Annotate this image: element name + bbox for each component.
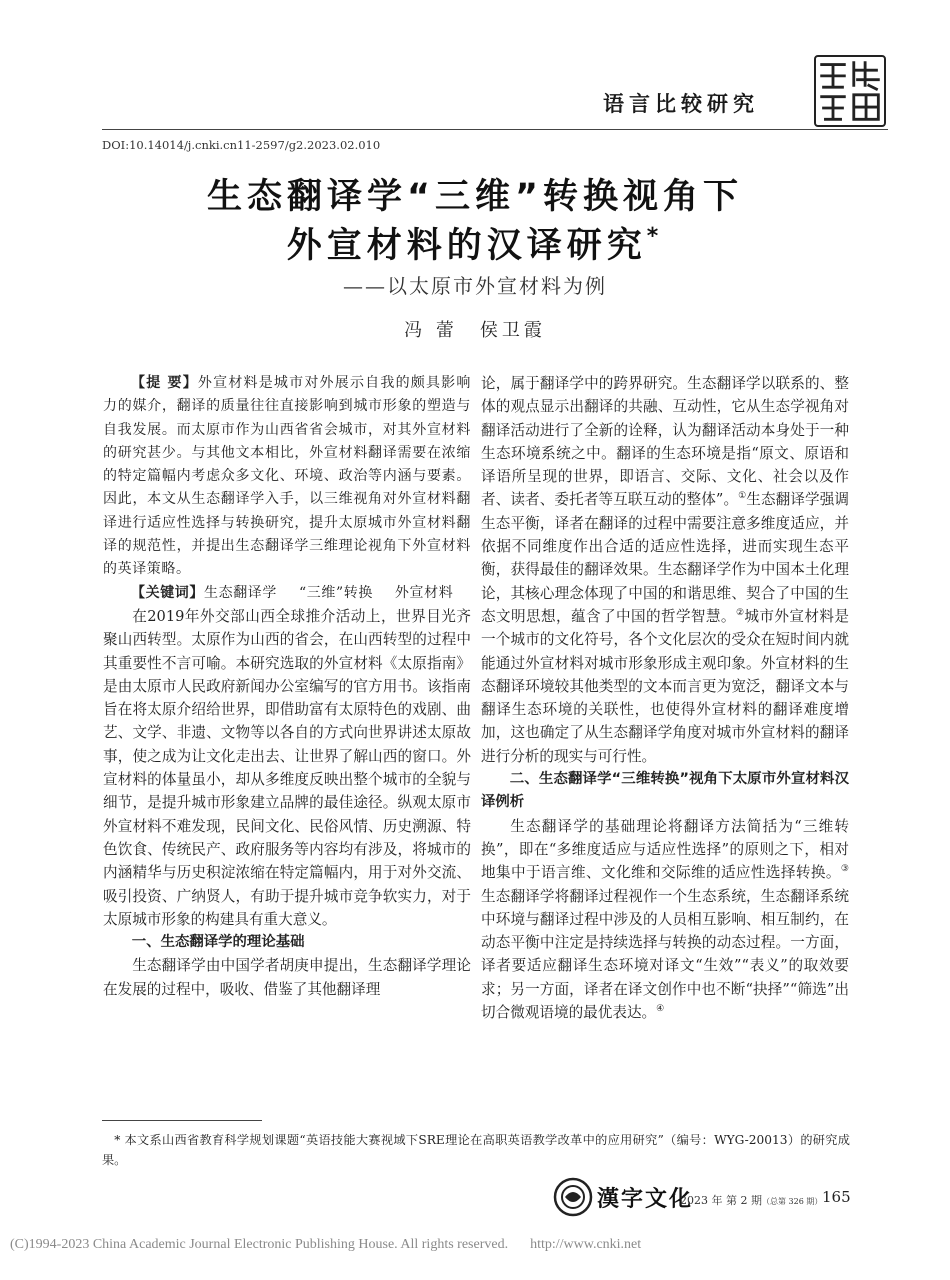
issue-total: （总第 326 期） <box>761 1197 823 1206</box>
paragraph-text: 生态翻译学的基础理论将翻译方法简括为“三维转换”，即在“多维度适应与适应性选择”的原则之下，相对地集中于语言维、文化维和交际维的适应性选择转换。 <box>481 817 849 882</box>
journal-emblem-icon <box>553 1177 593 1217</box>
keyword-item: “三维”转换 <box>299 584 373 601</box>
copyright-line <box>10 1237 641 1253</box>
cnki-link[interactable]: http://www.cnki.net <box>530 1237 642 1252</box>
paragraph-text: 城市外宣材料是一个城市的文化符号，各个文化层次的受众在短时间内就能通过外宣材料对城市形象形成主观印象。外宣材料的生态翻译环境较其他类型的文本而言更为宽泛，翻译文本与翻译生态环境的关联性，也使得外宣材料的翻译难度增加，这也确定了从生态翻译学角度对城市外宣材料的翻译进行分析的现实与可行性。 <box>481 607 849 765</box>
keywords-label: 【关键词】 <box>131 584 204 601</box>
header-divider <box>102 129 888 130</box>
right-column <box>481 372 849 1024</box>
journal-brand-name: 漢字文化 <box>597 1187 694 1212</box>
issue-info <box>680 1192 822 1208</box>
keyword-item: 外宣材料 <box>394 584 454 601</box>
article-title-line-2 <box>100 218 850 268</box>
article-subtitle: ——以太原市外宣材料为例 <box>343 274 607 298</box>
left-column <box>103 372 471 1001</box>
abstract <box>103 372 471 582</box>
journal-section-name: 语言比较研究 <box>603 92 759 116</box>
abstract-label: 【提 要】 <box>131 375 198 391</box>
paragraph-text: 生态翻译学将翻译过程视作一个生态系统，生态翻译系统中环境与翻译过程中涉及的人员相互影响、相互制约，在动态平衡中注定是持续选择与转换的动态过程。一方面，译者要适应翻译生态环境对译文“生效”“表义”的取效要求；另一方面，译者在译文创作中也不断“抉择”“筛选”出切合微观语境的最优表达。 <box>481 887 849 1022</box>
endnote-marker: ① <box>738 491 747 502</box>
endnote-marker: ④ <box>656 1004 665 1015</box>
endnote-marker: ③ <box>840 864 849 875</box>
doi-line: DOI:10.14014/j.cnki.cn11-2597/g2.2023.02.010 <box>102 138 381 152</box>
title-footnote-marker: * <box>646 224 664 249</box>
endnote-marker: ② <box>735 607 745 618</box>
intro-paragraph: 在2019年外交部山西全球推介活动上，世界目光齐聚山西转型。太原作为山西的省会，在山西转型的过程中其重要性不言可喻。本研究选取的外宣材料《太原指南》是由太原市人民政府新闻办公室编写的官方用书。该指南旨在将太原介绍给世界，即借助富有太原特色的戏剧、曲艺、文学、非遗、文物等以各自的方式向世界讲述太原故事，使之成为让文化走出去、让世界了解山西的窗口。外宣材料的体量虽小，却从多维度反映出整个城市的全貌与细节，是提升城市形象建立品牌的最佳途径。纵观太原市外宣材料不难发现，民间文化、民俗风情、历史溯源、特色饮食、传统民产、政府服务等内容均有涉及，将城市的内涵精华与历史积淀浓缩在特定篇幅内，用于对外交流、吸引投资、广纳贤人，有助于提升城市竞争软实力，对于太原城市形象的构建具有重大意义。 <box>103 607 471 928</box>
section-1-paragraph: 生态翻译学由中国学者胡庚申提出，生态翻译学理论在发展的过程中，吸收、借鉴了其他翻译理 <box>103 957 471 998</box>
seal-glyph-icon <box>816 57 884 125</box>
section-1-continued-paragraph <box>481 372 849 768</box>
author-name: 侯卫霞 <box>479 320 546 341</box>
section-heading-2: 二、生态翻译学“三维转换”视角下太原市外宣材料汉译例析 <box>481 771 849 811</box>
author-name: 冯 蕾 <box>404 320 458 341</box>
funding-footnote: * 本文系山西省教育科学规划课题“英语技能大赛视域下SRE理论在高职英语教学改革中的应用研究”（编号：WYG-20013）的研究成果。 <box>102 1133 850 1167</box>
keywords <box>103 582 471 605</box>
keyword-item: 生态翻译学 <box>204 584 277 601</box>
issue-number: 2023 年 第 2 期 <box>680 1194 762 1207</box>
article-title-line-1: 生态翻译学“三维”转换视角下 <box>206 177 743 217</box>
paragraph-text: 论，属于翻译学中的跨界研究。生态翻译学以联系的、整体的观点显示出翻译的共融、互动性，它从生态学视角对翻译活动进行了全新的诠释，认为翻译活动本身处于一种生态环境系统之中。翻译的生态环境是指“原文、原语和译语所呈现的世界，即语言、交际、文化、社会以及作者、读者、委托者等互联互动的整体”。 <box>481 375 849 509</box>
copyright-text: (C)1994-2023 China Academic Journal Electronic Publishing House. All rights reserved. <box>10 1237 509 1252</box>
paragraph-text: 生态翻译学强调生态平衡，译者在翻译的过程中需要注意多维度适应，并依据不同维度作出合适的适应性选择，进而实现生态平衡，获得最佳的翻译效果。生态翻译学作为中国本土化理论，其核心理念体现了中国的和谐思维、契合了中国的生态文明思想，蕴含了中国的哲学智慧。 <box>481 491 849 625</box>
article-title-line-2-text: 外宣材料的汉译研究 <box>286 226 647 266</box>
author-list <box>100 316 850 342</box>
footnote-divider <box>102 1120 262 1121</box>
journal-seal-logo <box>814 55 886 127</box>
abstract-text: 外宣材料是城市对外展示自我的颇具影响力的媒介，翻译的质量往往直接影响到城市形象的塑造与自我发展。而太原市作为山西省省会城市，对其外宣材料的研究甚少。与其他文本相比，外宣材料翻译需要在浓缩的特定篇幅内考虑众多文化、环境、政治等内涵与要素。因此，本文从生态翻译学入手，以三维视角对外宣材料翻译进行适应性选择与转换研究，提升太原城市外宣材料翻译的规范性，并提出生态翻译学三维理论视角下外宣材料的英译策略。 <box>103 375 471 578</box>
section-heading-1: 一、生态翻译学的理论基础 <box>131 934 305 951</box>
section-2-paragraph <box>481 815 849 1025</box>
page-number: 165 <box>822 1188 851 1206</box>
